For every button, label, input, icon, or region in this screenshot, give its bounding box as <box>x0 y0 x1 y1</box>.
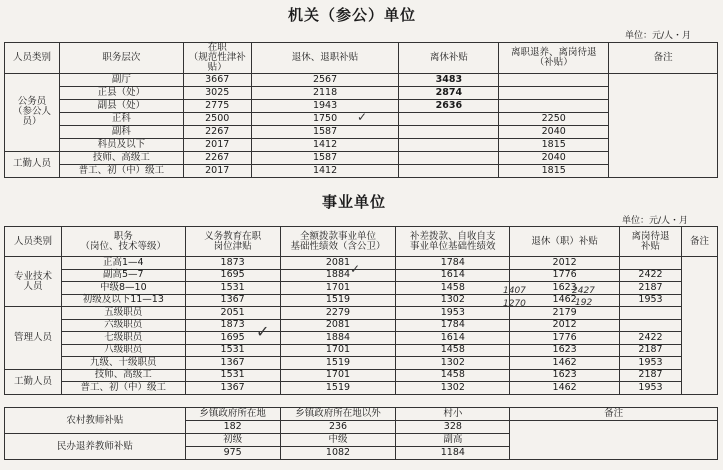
table-cell <box>399 138 499 151</box>
organ-header-cell: 在职 （规范性津补贴） <box>183 43 251 74</box>
table-cell: 1531 <box>185 344 280 357</box>
table-cell: 副高 <box>396 434 510 447</box>
table-cell: 2187 <box>620 344 682 357</box>
table-cell: 2040 <box>499 125 609 138</box>
institution-table <box>4 226 718 395</box>
table-cell: 副厅 <box>59 73 183 86</box>
institution-header-row <box>5 227 718 257</box>
table-cell: 1302 <box>396 382 510 395</box>
subsidy-table <box>4 407 718 460</box>
table-cell: 2267 <box>183 125 251 138</box>
table-cell: 1458 <box>396 344 510 357</box>
table-cell: 1587 <box>251 125 399 138</box>
table-cell: 正县（处） <box>59 86 183 99</box>
table-row <box>5 319 718 332</box>
organ-header-cell: 退休、退职补贴 <box>251 43 399 74</box>
organ-header-cell: 人员类别 <box>5 43 60 74</box>
table-cell <box>620 257 682 270</box>
table-cell: 3483 <box>399 73 499 86</box>
table-cell: 1623 <box>510 369 620 382</box>
table-cell: 1462 <box>510 294 620 307</box>
table-cell: 普工、初（中）级工 <box>61 382 185 395</box>
table-cell: 1953 <box>620 382 682 395</box>
table-cell: 1614 <box>396 332 510 345</box>
table-cell <box>620 307 682 320</box>
table-cell: 1458 <box>396 369 510 382</box>
table-cell: 2179 <box>510 307 620 320</box>
table-cell: 1302 <box>396 294 510 307</box>
institution-header-cell: 补差拨款、自收自支 事业单位基础性绩效 <box>396 227 510 257</box>
table-cell: 975 <box>185 447 280 460</box>
table-cell: 1953 <box>620 357 682 370</box>
table-cell: 1953 <box>396 307 510 320</box>
table-cell: 2279 <box>280 307 396 320</box>
institution-header-cell: 职务 （岗位、技术等级） <box>61 227 185 257</box>
remark-cell <box>510 421 718 460</box>
table-cell: 六级职员 <box>61 319 185 332</box>
section1-title: 机关（参公）单位 <box>288 6 417 24</box>
table-cell: 副科 <box>59 125 183 138</box>
group-label: 专业技术 人员 <box>5 257 62 307</box>
table-cell: 2422 <box>620 332 682 345</box>
table-cell: 1943 <box>251 99 399 112</box>
table-cell: 328 <box>396 421 510 434</box>
table-cell: 1462 <box>510 382 620 395</box>
institution-header-cell: 人员类别 <box>5 227 62 257</box>
table-cell: 1873 <box>185 257 280 270</box>
table-cell: 副高5—7 <box>61 269 185 282</box>
table-row <box>5 382 718 395</box>
table-cell: 副县（处） <box>59 99 183 112</box>
table-cell: 2118 <box>251 86 399 99</box>
table-cell: 3667 <box>183 73 251 86</box>
table-cell: 五级职员 <box>61 307 185 320</box>
table-cell <box>499 99 609 112</box>
table-cell: 九级、十级职员 <box>61 357 185 370</box>
organ-header-cell: 离休补贴 <box>399 43 499 74</box>
institution-header-cell: 义务教育在职 岗位津贴 <box>185 227 280 257</box>
organ-header-cell: 离职退养、离岗待退 （补贴） <box>499 43 609 74</box>
table-cell: 2187 <box>620 369 682 382</box>
table-cell: 1701 <box>280 282 396 295</box>
checkmark-icon: ✓ <box>357 110 368 124</box>
table-cell: 1623 <box>510 282 620 295</box>
table-cell: 2017 <box>183 164 251 177</box>
table-row <box>5 357 718 370</box>
table-cell: 1815 <box>499 164 609 177</box>
table-cell: 2567 <box>251 73 399 86</box>
table-row <box>5 344 718 357</box>
table-cell: 1695 <box>185 332 280 345</box>
table-cell: 2040 <box>499 151 609 164</box>
table-cell: 2081 <box>280 319 396 332</box>
table-cell: 2874 <box>399 86 499 99</box>
table-cell: 七级职员 <box>61 332 185 345</box>
table-cell: 中级 <box>280 434 396 447</box>
table-cell: 1953 <box>620 294 682 307</box>
table-cell: 2500 <box>183 112 251 125</box>
table-cell <box>399 125 499 138</box>
table-cell <box>499 73 609 86</box>
table-cell: 182 <box>185 421 280 434</box>
table-cell: 1701 <box>280 369 396 382</box>
table-cell: 1519 <box>280 294 396 307</box>
table-cell: 2012 <box>510 257 620 270</box>
table-cell: 1184 <box>396 447 510 460</box>
checkmark-icon: ✓ <box>350 262 361 276</box>
table-cell: 1587 <box>251 151 399 164</box>
institution-header-cell: 备注 <box>681 227 717 257</box>
table-cell: 2017 <box>183 138 251 151</box>
table-cell <box>620 319 682 332</box>
table-cell: 1412 <box>251 138 399 151</box>
table-cell: 2081 <box>280 257 396 270</box>
table-cell: 236 <box>280 421 396 434</box>
table-cell: 1367 <box>185 357 280 370</box>
table-cell: 2636 <box>399 99 499 112</box>
table-cell: 正科 <box>59 112 183 125</box>
institution-header-cell: 离岗待退 补贴 <box>620 227 682 257</box>
group-label: 管理人员 <box>5 307 62 370</box>
table-row <box>5 269 718 282</box>
organ-header-cell: 备注 <box>609 43 718 74</box>
table-cell: 正高1—4 <box>61 257 185 270</box>
table-cell: 1458 <box>396 282 510 295</box>
table-row <box>5 332 718 345</box>
table-cell: 1750 <box>251 112 399 125</box>
rural-label: 农村教师补贴 <box>5 408 186 434</box>
remark-cell <box>681 257 717 395</box>
table-cell: 普工、初（中）级工 <box>59 164 183 177</box>
section2-unit: 单位：元/人・月 <box>622 216 689 226</box>
group-label: 公务员 （参公人 员） <box>5 73 60 151</box>
table-cell: 1367 <box>185 382 280 395</box>
table-cell: 1367 <box>185 294 280 307</box>
table-cell: 3025 <box>183 86 251 99</box>
table-cell <box>399 164 499 177</box>
table-cell: 1519 <box>280 382 396 395</box>
table-cell <box>399 151 499 164</box>
institution-header-cell: 退休（职）补贴 <box>510 227 620 257</box>
table-row <box>5 294 718 307</box>
table-cell: 备注 <box>510 408 718 421</box>
table-cell: 1815 <box>499 138 609 151</box>
section1-unit: 单位：元/人・月 <box>625 31 692 41</box>
table-cell: 科员及以下 <box>59 138 183 151</box>
table-cell: 1623 <box>510 344 620 357</box>
table-cell: 村小 <box>396 408 510 421</box>
table-cell: 乡镇政府所在地以外 <box>280 408 396 421</box>
table-cell <box>399 112 499 125</box>
table-cell: 1412 <box>251 164 399 177</box>
group-label: 工勤人员 <box>5 369 62 394</box>
table-cell: 1531 <box>185 369 280 382</box>
table-cell: 1776 <box>510 269 620 282</box>
table-cell: 1784 <box>396 319 510 332</box>
table-row <box>5 73 718 86</box>
table-row <box>5 369 718 382</box>
table-cell: 1462 <box>510 357 620 370</box>
checkmark-icon: ✓ <box>256 322 270 341</box>
table-cell: 1082 <box>280 447 396 460</box>
table-cell: 1784 <box>396 257 510 270</box>
table-cell: 2775 <box>183 99 251 112</box>
table-cell: 1695 <box>185 269 280 282</box>
table-cell: 2250 <box>499 112 609 125</box>
handwritten-note: 1270 <box>503 299 526 309</box>
table-row <box>5 307 718 320</box>
handwritten-note: 192 <box>575 298 593 308</box>
table-cell: 1884 <box>280 332 396 345</box>
institution-header-cell: 全额拨款事业单位 基础性绩效（含公卫） <box>280 227 396 257</box>
table-row <box>5 257 718 270</box>
handwritten-note: 1407 <box>503 286 526 296</box>
table-cell <box>499 86 609 99</box>
table-cell: 1519 <box>280 357 396 370</box>
table-cell: 中级8—10 <box>61 282 185 295</box>
group-label: 工勤人员 <box>5 151 60 177</box>
table-cell: 八级职员 <box>61 344 185 357</box>
table-cell: 技师、高级工 <box>59 151 183 164</box>
table-cell: 乡镇政府所在地 <box>185 408 280 421</box>
table-cell: 1302 <box>396 357 510 370</box>
handwritten-note: 2427 <box>572 286 595 296</box>
section2-title: 事业单位 <box>322 193 387 211</box>
table-cell: 1614 <box>396 269 510 282</box>
organ-header-cell: 职务层次 <box>59 43 183 74</box>
table-cell: 2051 <box>185 307 280 320</box>
table-cell: 1531 <box>185 282 280 295</box>
table-cell: 2422 <box>620 269 682 282</box>
minban-label: 民办退养教师补贴 <box>5 434 186 460</box>
table-cell: 初级及以下11—13 <box>61 294 185 307</box>
table-cell: 1884 <box>280 269 396 282</box>
table-cell: 1873 <box>185 319 280 332</box>
table-cell: 1701 <box>280 344 396 357</box>
table-row <box>5 408 718 421</box>
table-cell: 2267 <box>183 151 251 164</box>
table-row <box>5 282 718 295</box>
table-cell: 技师、高级工 <box>61 369 185 382</box>
organ-header-row <box>5 43 718 74</box>
table-cell: 2012 <box>510 319 620 332</box>
table-cell: 1776 <box>510 332 620 345</box>
remark-cell <box>609 73 718 177</box>
table-cell: 初级 <box>185 434 280 447</box>
table-cell: 2187 <box>620 282 682 295</box>
